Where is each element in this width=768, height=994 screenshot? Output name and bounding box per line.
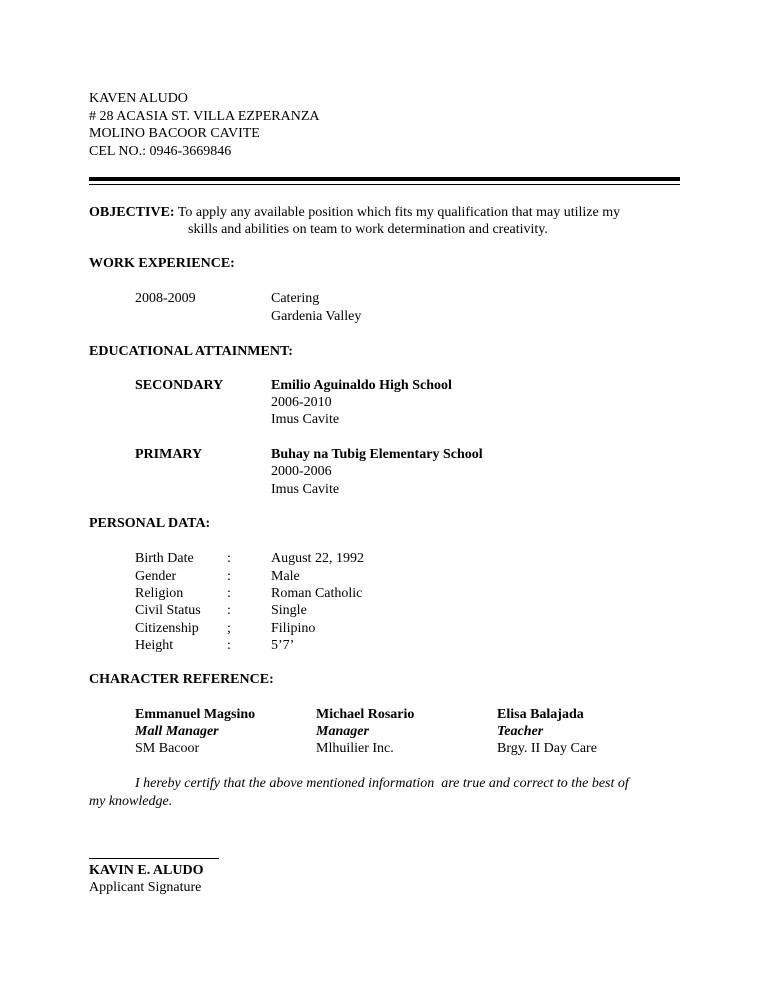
personal-separator: : [227,638,231,653]
education-years-secondary: 2006-2010 [271,395,332,410]
reference-position: Mall Manager [135,724,219,739]
personal-value: Single [271,603,307,618]
objective-text-2: skills and abilities on team to work determination and creativity. [188,222,548,237]
personal-label: Civil Status [135,603,201,618]
personal-data-heading: PERSONAL DATA: [89,516,211,531]
applicant-name: KAVEN ALUDO [89,91,188,106]
objective-line-1 [89,204,620,221]
personal-value: Filipino [271,621,316,636]
reference-organization: Brgy. II Day Care [497,741,597,756]
education-place-primary: Imus Cavite [271,482,340,497]
personal-separator: : [227,551,231,566]
phone-number: CEL NO.: 0946-3669846 [89,144,232,159]
education-place-secondary: Imus Cavite [271,412,340,427]
address-line-2: MOLINO BACOOR CAVITE [89,126,260,141]
education-school-primary: Buhay na Tubig Elementary School [271,447,483,462]
personal-label: Religion [135,586,184,601]
objective-label: OBJECTIVE: [89,205,175,220]
education-heading: EDUCATIONAL ATTAINMENT: [89,344,293,359]
education-school-secondary: Emilio Aguinaldo High School [271,378,452,393]
certification-line-2: my knowledge. [89,794,173,809]
personal-label: Gender [135,569,177,584]
signature-name: KAVIN E. ALUDO [89,863,204,878]
education-level-primary: PRIMARY [135,447,203,462]
reference-organization: Mlhuilier Inc. [316,741,394,756]
personal-label: Height [135,638,174,653]
reference-name: Michael Rosario [316,707,415,722]
work-company: Gardenia Valley [271,309,362,324]
work-years: 2008-2009 [135,291,196,306]
signature-caption: Applicant Signature [89,880,202,895]
work-job: Catering [271,291,320,306]
work-experience-heading: WORK EXPERIENCE: [89,256,235,271]
reference-position: Teacher [497,724,544,739]
personal-separator: : [227,569,231,584]
personal-separator: : [227,603,231,618]
personal-separator: ; [227,621,231,636]
personal-label: Citizenship [135,621,199,636]
personal-separator: : [227,586,231,601]
education-years-primary: 2000-2006 [271,464,332,479]
reference-organization: SM Bacoor [135,741,200,756]
personal-value: Male [271,569,300,584]
reference-name: Elisa Balajada [497,707,584,722]
reference-position: Manager [316,724,369,739]
reference-name: Emmanuel Magsino [135,707,256,722]
character-reference-heading: CHARACTER REFERENCE: [89,672,274,687]
header-divider-thin [89,184,680,185]
personal-value: 5’7’ [271,638,295,653]
certification-line-1: I hereby certify that the above mentioned information are true and correct to the best of [135,776,629,791]
personal-label: Birth Date [135,551,194,566]
address-line-1: # 28 ACASIA ST. VILLA EZPERANZA [89,109,320,124]
personal-value: August 22, 1992 [271,551,364,566]
header-divider-thick [89,177,680,181]
education-level-secondary: SECONDARY [135,378,224,393]
personal-value: Roman Catholic [271,586,363,601]
signature-line [89,858,219,859]
objective-text-1: To apply any available position which fits my qualification that may utilize my [177,205,621,220]
